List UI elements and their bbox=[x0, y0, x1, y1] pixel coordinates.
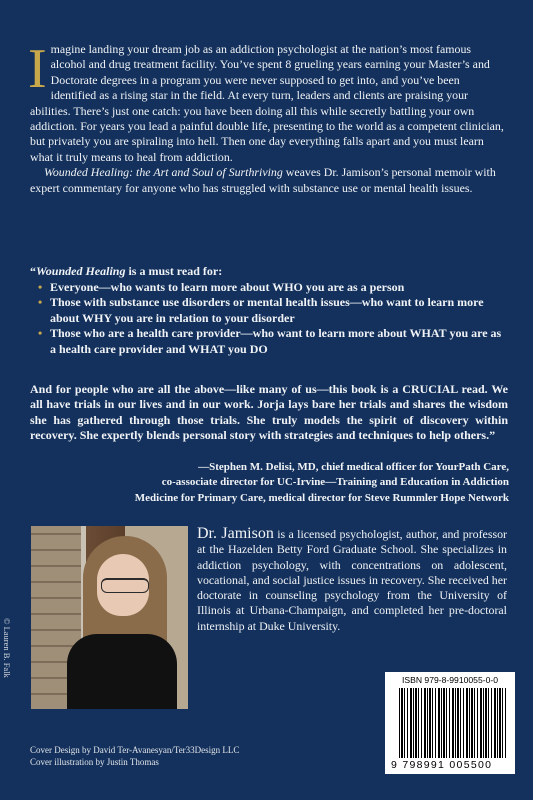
attribution-line: co-associate director for UC-Irvine—Training and Education in Addiction bbox=[161, 476, 509, 489]
list-item: • Everyone—who wants to learn more about WHO you are as a person bbox=[38, 280, 510, 296]
list-item: • Those with substance use disorders or mental health issues—who want to learn more about WHY you are in relation to your disorder bbox=[38, 295, 510, 326]
drop-cap: I bbox=[28, 38, 47, 100]
list-item: • Those who are a health care provider—who want to learn more about WHAT you are as a health care provider and WHAT you DO bbox=[38, 326, 510, 357]
design-credit: Cover Design by David Ter-Avanesyan/Ter33Design LLC bbox=[30, 745, 240, 755]
barcode-bars bbox=[399, 688, 507, 758]
intro-text bbox=[28, 38, 508, 196]
author-name: Dr. Jamison bbox=[197, 525, 274, 542]
intro-paragraph-1: magine landing your dream job as an addiction psychologist at the nation’s most famous alcohol and drug treatment facility. You’ve spent 8 grueling years earning your Master’s and Doctorate degrees in a program you were never supposed to get into, and you’ve been identified as a rising star in the field. At every turn, leaders and clients are praising your abilities. There’s just one catch: you have been doing all this while secretly battling your own addiction. For years you lead a painful double life, presenting to the world as a competent clinician, but privately you are spiraling into hell. Then one day everything falls apart and you must learn what it truly means to heal from addiction. bbox=[30, 42, 504, 164]
illustration-credit: Cover illustration by Justin Thomas bbox=[30, 757, 159, 767]
attribution-line: Medicine for Primary Care, medical director for Steve Rummler Hope Network bbox=[134, 491, 509, 504]
barcode-digits: 9 798991 005500 bbox=[389, 759, 511, 771]
cover-credits bbox=[30, 744, 239, 768]
recommendation-heading: “Wounded Healing is a must read for: bbox=[30, 264, 223, 278]
intro-paragraph-2: Wounded Healing: the Art and Soul of Surthriving weaves Dr. Jamison’s personal memoir with expert commentary for anyone who has struggled with substance use or mental health issues. bbox=[30, 165, 496, 195]
book-title-italic: Wounded Healing: the Art and Soul of Surthriving bbox=[44, 165, 283, 180]
isbn-label: ISBN 979-8-9910055-0-0 bbox=[401, 675, 499, 685]
author-photo bbox=[31, 526, 188, 709]
photo-credit: © Lauren B. Falk bbox=[2, 618, 12, 678]
attribution-name: —Stephen M. Delisi, MD, chief medical officer for YourPath Care, bbox=[198, 461, 509, 473]
recommendation-block bbox=[30, 264, 510, 357]
author-bio: Dr. Jamison is a licensed psychologist, author, and professor at the Hazelden Betty Ford Graduate School. She specializes in addiction psychology, with concentrations on adolescent, vocational, and social justice issues in recovery. She received her doctorate in counseling psychology from the University of Illinois at Urbana-Champaign, and completed her pre-doctoral internship at Duke University. bbox=[197, 525, 507, 633]
isbn-barcode bbox=[385, 672, 515, 774]
endorsement-attribution bbox=[29, 460, 509, 506]
recommendation-list bbox=[30, 280, 510, 358]
endorsement-quote: And for people who are all the above—like many of us—this book is a CRUCIAL read. We all have trials in our lives and in our work. Jorja lays bare her trials and shares the wisdom she has gathered through those trials. She truly models the spirit of discovery within recovery. She expertly blends personal story with strategies and techniques to help others.” bbox=[30, 382, 508, 443]
